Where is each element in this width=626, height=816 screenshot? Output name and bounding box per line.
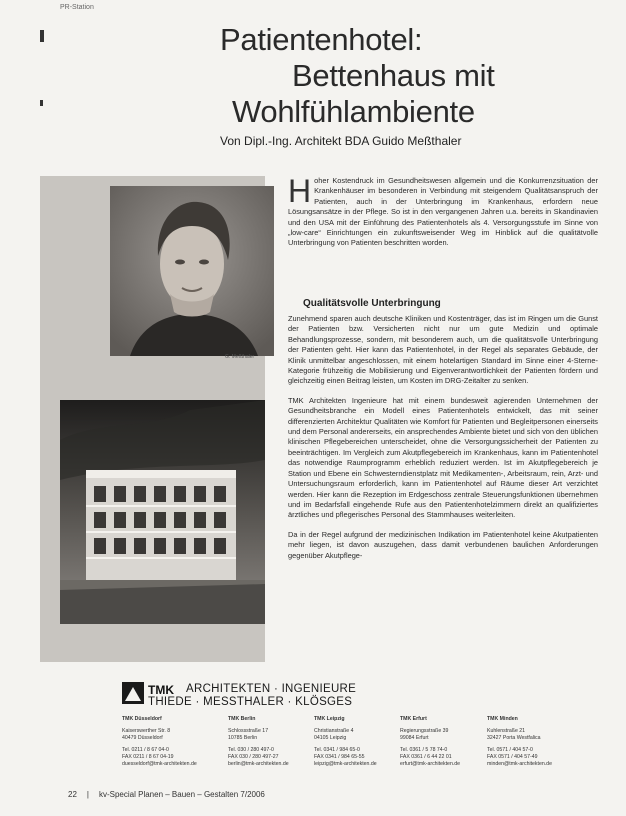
body-paragraph: Da in der Regel aufgrund der medizinischen Indikation im Patientenhotel keine Akutpatienten mehr liegen, ist davon auszugehen, dass damit verbundenen baulichen Anforderungen gegenüber Akutpflege-	[288, 529, 598, 560]
body-paragraph: TMK Architekten Ingenieure hat mit einem bundesweit agierenden Unternehmen der Gesundheitsbranche ein Modell eines Patientenhotels entwickelt, das mit seiner differenzierten Architektur Qualitäten wie Komfort für Patienten und Begleitpersonen einerseits und dem Personal andererseits, ein ansprechendes Ambiente bietet und sich von den üblichen klinischen Pflegebereichen unterscheidet, ohne die Versorgungssicherheit der Patienten zu beeinträchtigen. Im Vergleich zum Akutpflegebereich im Krankenhaus, kann im Patientenhotel das notwendige Raumprogramm erheblich reduziert werden. Ist im Akutpflegebereich je Station und Ebene ein Schwesterndienstplatz mit Medikamenten-, Arbeitsraum, rein, Arzt- und Untersuchungsraum erforderlich, kann im Patientenhotel auf Räume dieser Art verzichtet werden. Hier kann die Rezeption im Erdgeschoss zentrale Steuerungsfunktionen übernehmen und im Bedarfsfall eingehende Rufe aus den Patientenhotelzimmern direkt an qualifiziertes ärztliches und pflegerisches Personal des Stammhauses weiterleiten.	[288, 395, 598, 520]
office-fax: FAX 030 / 280 497-27	[228, 754, 279, 760]
office-name: TMK Leipzig	[314, 716, 345, 722]
logo-line-1: ARCHITEKTEN · INGENIEURE	[186, 683, 357, 695]
author-portrait-photo	[110, 186, 274, 356]
office-minden	[487, 716, 571, 768]
office-email[interactable]: duesseldorf@tmk-architekten.de	[122, 761, 197, 767]
office-city: 04105 Leipzig	[314, 735, 347, 741]
article-intro	[288, 173, 598, 249]
section-subheading: Qualitätsvolle Unterbringung	[303, 298, 441, 309]
title-line-3: Wohlfühlambiente	[232, 94, 475, 129]
page-number: 22	[68, 790, 77, 799]
office-name: TMK Minden	[487, 716, 518, 722]
author-byline: Von Dipl.-Ing. Architekt BDA Guido Meßthaler	[220, 134, 462, 148]
office-berlin	[228, 716, 312, 768]
tmk-logo-mark	[122, 682, 144, 704]
edge-mark	[40, 100, 43, 106]
logo-line-2: THIEDE · MESSTHALER · KLÖSGES	[148, 696, 353, 708]
office-street: Kaiserswerther Str. 8	[122, 728, 171, 734]
article-title	[220, 22, 600, 130]
office-tel: Tel. 0361 / 5 78 74-0	[400, 747, 448, 753]
office-tel: Tel. 0571 / 404 57-0	[487, 747, 533, 753]
title-line-2: Bettenhaus mit	[292, 58, 495, 93]
office-fax: FAX 0211 / 8 67 04-19	[122, 754, 174, 760]
photo-caption: G. Meßthaler	[225, 354, 255, 360]
office-city: 99084 Erfurt	[400, 735, 429, 741]
office-street: Christianstraße 4	[314, 728, 354, 734]
publication-info: kv-Special Planen – Bauen – Gestalten 7/2006	[98, 790, 265, 799]
office-email[interactable]: erfurt@tmk-architekten.de	[400, 761, 461, 767]
office-tel: Tel. 0211 / 8 67 04-0	[122, 747, 169, 753]
office-email[interactable]: berlin@tmk-architekten.de	[228, 761, 289, 767]
section-tag: PR-Station	[60, 4, 94, 11]
body-paragraph: Zunehmend sparen auch deutsche Kliniken und Kostenträger, das ist im Ringen um die Gunst der Patienten bzw. Versicherten nicht nur um gute Medizin und optimale Behandlungsprozesse, sondern, mit besonderem auch, um die qualitätsvolle Unterbringung der Patienten geht. Hier kann das Patientenhotel, in der Regel als separates Gebäude, der Klinik unmittelbar angeschlossen, mit einem hotelartigen Standard im Sinne einer 4-Sterne-Kategorie frühzeitig die Mobilisierung und Eigenverantwortlichkeit der Patienten fördern und gleichzeitig einen Beitrag leisten, um Kosten im DRG-Zeitalter zu senken.	[288, 314, 598, 386]
page-footer	[68, 790, 265, 799]
office-fax: FAX 0341 / 984 65-55	[314, 754, 365, 760]
intro-text: oher Kostendruck im Gesundheitswesen allgemein und die Konkurrenzsituation der Krankenhäuser im besonderen in Verbindung mit steigendem Qualitätsanspruch der Patienten, auch in der Unterbringung im Krankenhaus, erfordern neue Lösungsansätze in der Pflege. So ist in den vergangenen Jahren u.a. bereits in Skandinavien und den USA mit der Einführung des Patientenhotels als 4. Versorgungsstufe im Sinne von „low-care“ Einrichtungen ein zukunftsweisender Weg im Hinblick auf die qualitätvolle Unterbringung von Patienten beschritten worden.	[288, 176, 598, 248]
office-tel: Tel. 030 / 280 497-0	[228, 747, 274, 753]
logo-tmk: TMK	[148, 683, 174, 697]
office-street: Kuhlenstraße 21	[487, 728, 526, 734]
office-city: 40479 Düsseldorf	[122, 735, 163, 741]
office-duesseldorf	[122, 716, 206, 768]
office-street: Schlossstraße 17	[228, 728, 269, 734]
office-city: 10785 Berlin	[228, 735, 258, 741]
office-fax: FAX 0361 / 6 44 22 01	[400, 754, 452, 760]
office-street: Regierungsstraße 39	[400, 728, 449, 734]
office-name: TMK Erfurt	[400, 716, 427, 722]
office-erfurt	[400, 716, 484, 768]
office-tel: Tel. 0341 / 984 65-0	[314, 747, 360, 753]
office-name: TMK Berlin	[228, 716, 256, 722]
office-name: TMK Düsseldorf	[122, 716, 162, 722]
drop-cap: H	[288, 173, 312, 209]
office-leipzig	[314, 716, 398, 768]
building-photo	[60, 400, 265, 624]
footer-separator: |	[86, 790, 89, 799]
edge-mark	[40, 30, 44, 42]
office-fax: FAX 0571 / 404 57-49	[487, 754, 538, 760]
title-line-1: Patientenhotel:	[220, 22, 423, 57]
office-city: 32427 Porta Westfalica	[487, 735, 541, 741]
office-email[interactable]: leipzig@tmk-architekten.de	[314, 761, 377, 767]
article-body	[288, 314, 598, 570]
office-email[interactable]: minden@tmk-architekten.de	[487, 761, 552, 767]
